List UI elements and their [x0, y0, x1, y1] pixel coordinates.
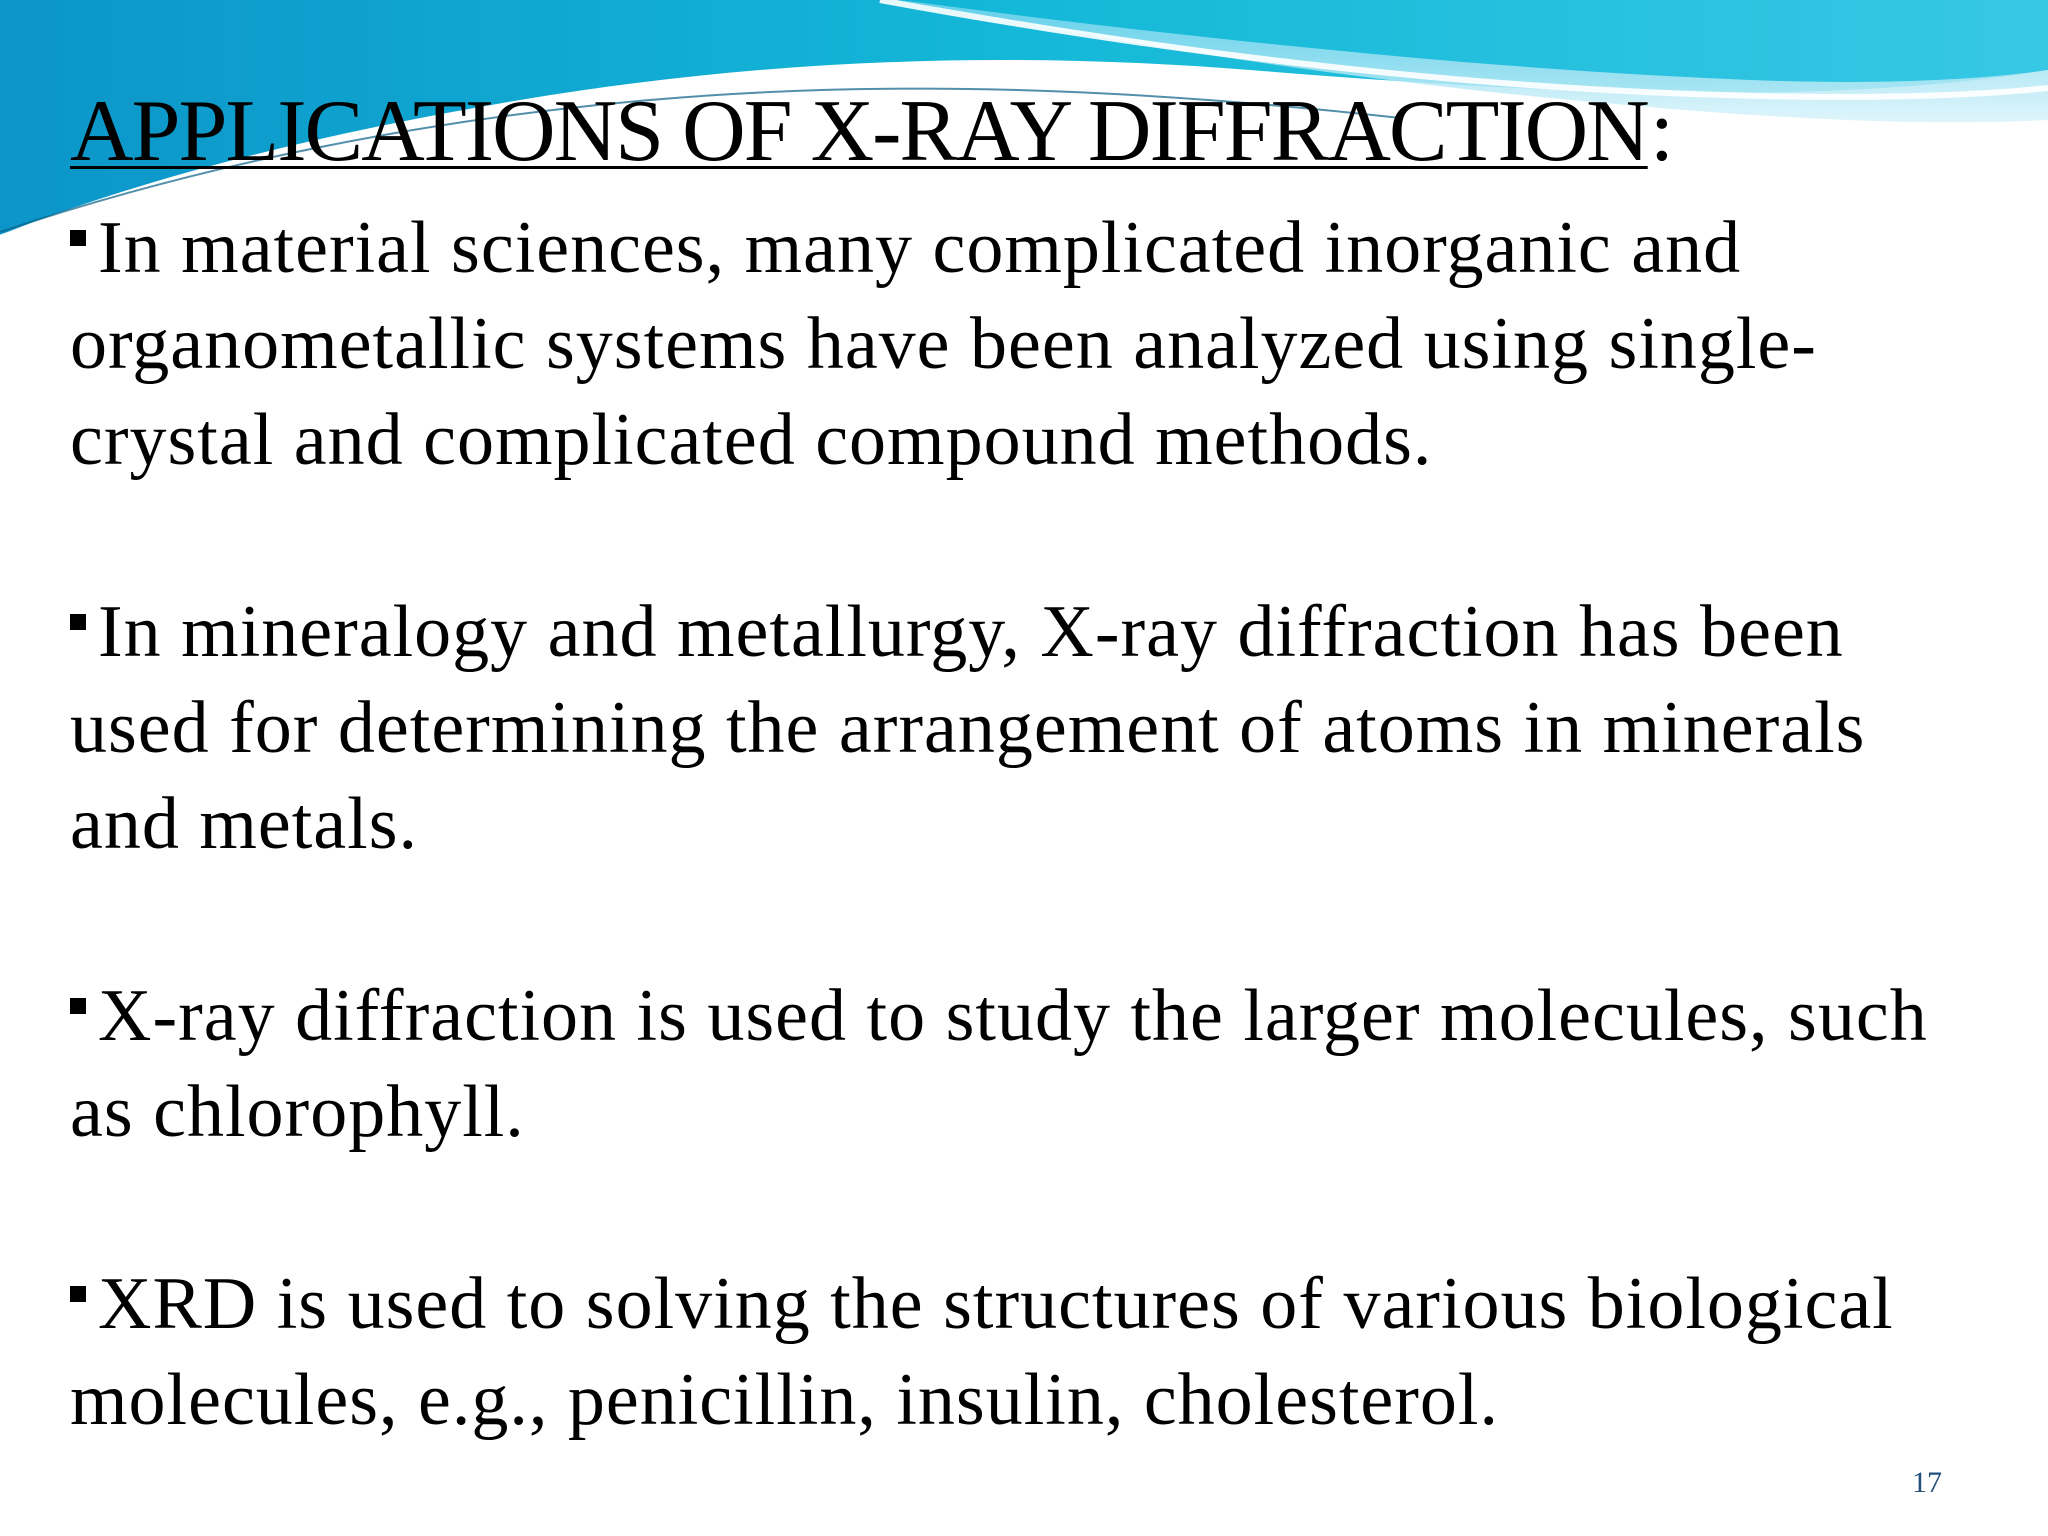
- bullet-item-material-sciences: [70, 200, 1990, 488]
- square-bullet-icon: [70, 614, 86, 630]
- bullet-text: In mineralogy and metallurgy, X-ray diffraction has been used for determining the arrangement of atoms in minerals and metals.: [70, 591, 1866, 865]
- slide-title: [70, 82, 1672, 182]
- bullet-text: In material sciences, many complicated inorganic and organometallic systems have been analyzed using single-crystal and complicated compound methods.: [70, 207, 1817, 481]
- bullet-item-mineralogy: [70, 584, 1990, 872]
- title-text: APPLICATIONS OF X-RAY DIFFRACTION: [70, 83, 1648, 180]
- square-bullet-icon: [70, 998, 86, 1014]
- square-bullet-icon: [70, 1286, 86, 1302]
- bullet-item-larger-molecules: [70, 968, 1990, 1160]
- square-bullet-icon: [70, 230, 86, 246]
- bullet-text: X-ray diffraction is used to study the larger molecules, such as chlorophyll.: [70, 975, 1928, 1153]
- bullet-list: [70, 200, 1990, 1448]
- bullet-text: XRD is used to solving the structures of various biological molecules, e.g., penicillin, insulin, cholesterol.: [70, 1263, 1894, 1441]
- title-colon: :: [1649, 83, 1673, 180]
- bullet-item-biological-molecules: [70, 1256, 1990, 1448]
- page-number: 17: [1912, 1466, 1942, 1499]
